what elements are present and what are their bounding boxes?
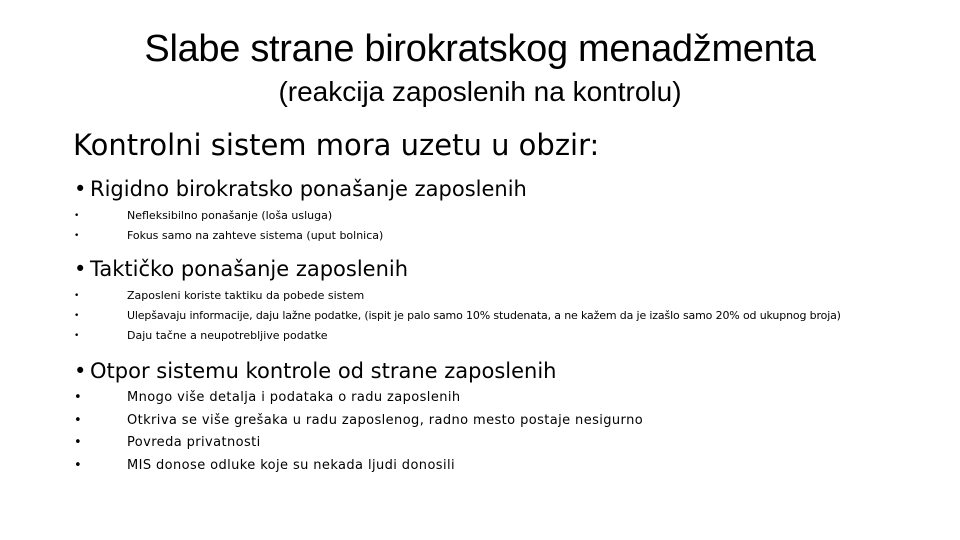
list-item — [74, 387, 643, 410]
slide-subtitle: (reakcija zaposlenih na kontrolu) — [278, 76, 682, 107]
bullet-icon: • — [74, 211, 80, 221]
list-item — [74, 432, 643, 455]
section-title — [74, 255, 841, 283]
bullet-icon: • — [74, 257, 87, 281]
bullet-icon: • — [74, 359, 87, 383]
list-item — [74, 206, 527, 226]
section-title — [74, 175, 527, 203]
section-title-text: Taktičko ponašanje zaposlenih — [90, 257, 409, 281]
section-title-text: Rigidno birokratsko ponašanje zaposlenih — [90, 177, 527, 201]
list-item — [74, 286, 841, 306]
content-heading: Kontrolni sistem mora uzetu u obzir: — [73, 128, 600, 162]
sub-list — [74, 387, 643, 477]
section-title — [74, 357, 643, 385]
list-item-text: MIS donose odluke koje su nekada ljudi donosili — [127, 457, 456, 473]
section-tactical-behavior — [74, 255, 841, 346]
sub-list — [74, 286, 841, 346]
list-item-text: Zaposleni koriste taktiku da pobede sistem — [127, 289, 365, 302]
list-item-text: Nefleksibilno ponašanje (loša usluga) — [127, 209, 333, 222]
bullet-icon: • — [74, 457, 83, 473]
bullet-icon: • — [74, 177, 87, 201]
list-item-text: Ulepšavaju informacije, daju lažne podatke, (ispit je palo samo 10% studenata, a ne kažem da je izašlo samo 20% od ukupnog broja) — [127, 309, 841, 322]
list-item — [74, 326, 841, 346]
bullet-icon: • — [74, 231, 80, 241]
sub-list — [74, 206, 527, 246]
section-title-text: Otpor sistemu kontrole od strane zaposlenih — [90, 359, 557, 383]
list-item — [74, 455, 643, 478]
list-item-text: Daju tačne a neupotrebljive podatke — [127, 329, 328, 342]
list-item-text: Mnogo više detalja i podataka o radu zaposlenih — [127, 390, 461, 405]
section-rigid-behavior — [74, 175, 527, 246]
bullet-icon: • — [74, 331, 80, 341]
list-item — [74, 306, 841, 326]
bullet-icon: • — [74, 311, 80, 321]
slide-title-block — [0, 26, 960, 110]
list-item-text: Otkriva se više grešaka u radu zaposlenog, radno mesto postaje nesigurno — [127, 412, 644, 428]
slide-title: Slabe strane birokratskog menadžmenta — [144, 28, 816, 70]
bullet-icon: • — [74, 435, 83, 450]
list-item-text: Fokus samo na zahteve sistema (uput bolnica) — [127, 229, 384, 242]
bullet-icon: • — [74, 291, 80, 301]
list-item — [74, 226, 527, 246]
bullet-icon: • — [74, 390, 83, 405]
list-item — [74, 410, 643, 433]
list-item-text: Povreda privatnosti — [127, 435, 261, 450]
bullet-icon: • — [74, 412, 83, 428]
section-resistance — [74, 357, 643, 477]
